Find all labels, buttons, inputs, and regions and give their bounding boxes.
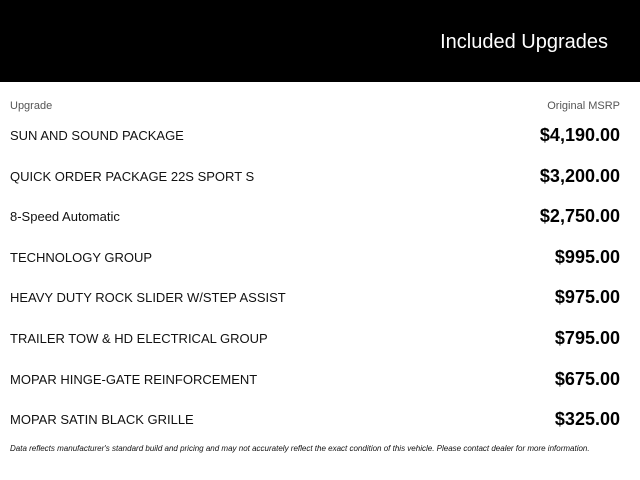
upgrade-name: QUICK ORDER PACKAGE 22S SPORT S <box>10 168 255 184</box>
upgrade-name: HEAVY DUTY ROCK SLIDER W/STEP ASSIST <box>10 290 286 306</box>
upgrade-name: TECHNOLOGY GROUP <box>10 249 153 265</box>
upgrade-price: $995.00 <box>554 246 620 267</box>
upgrade-price: $675.00 <box>554 368 620 389</box>
list-item <box>0 280 640 321</box>
upgrade-price: $4,190.00 <box>539 125 620 145</box>
column-header-upgrade: Upgrade <box>10 100 53 112</box>
page-title: Included Upgrades <box>440 31 608 53</box>
list-item <box>0 118 640 159</box>
upgrade-price: $975.00 <box>554 287 620 308</box>
upgrade-name: TRAILER TOW & HD ELECTRICAL GROUP <box>10 330 268 346</box>
upgrade-price: $325.00 <box>554 409 620 430</box>
upgrades-list <box>0 118 640 443</box>
upgrade-price: $795.00 <box>554 327 620 348</box>
list-item <box>0 240 640 281</box>
upgrade-name: SUN AND SOUND PACKAGE <box>10 128 184 143</box>
column-header-msrp: Original MSRP <box>547 100 620 112</box>
list-item <box>0 362 640 403</box>
header-bar <box>0 0 640 82</box>
upgrade-name: MOPAR HINGE-GATE REINFORCEMENT <box>10 371 258 387</box>
disclaimer-text: Data reflects manufacturer's standard build and pricing and may not accurately reflect the exact condition of this vehicle. Please contact dealer for more information. <box>10 444 590 453</box>
list-item <box>0 321 640 362</box>
upgrade-name: MOPAR SATIN BLACK GRILLE <box>10 412 194 428</box>
list-item <box>0 402 640 443</box>
list-item <box>0 199 640 240</box>
upgrade-name: 8-Speed Automatic <box>10 209 120 225</box>
upgrade-price: $3,200.00 <box>539 165 620 186</box>
upgrade-price: $2,750.00 <box>539 206 620 227</box>
list-item <box>0 159 640 200</box>
